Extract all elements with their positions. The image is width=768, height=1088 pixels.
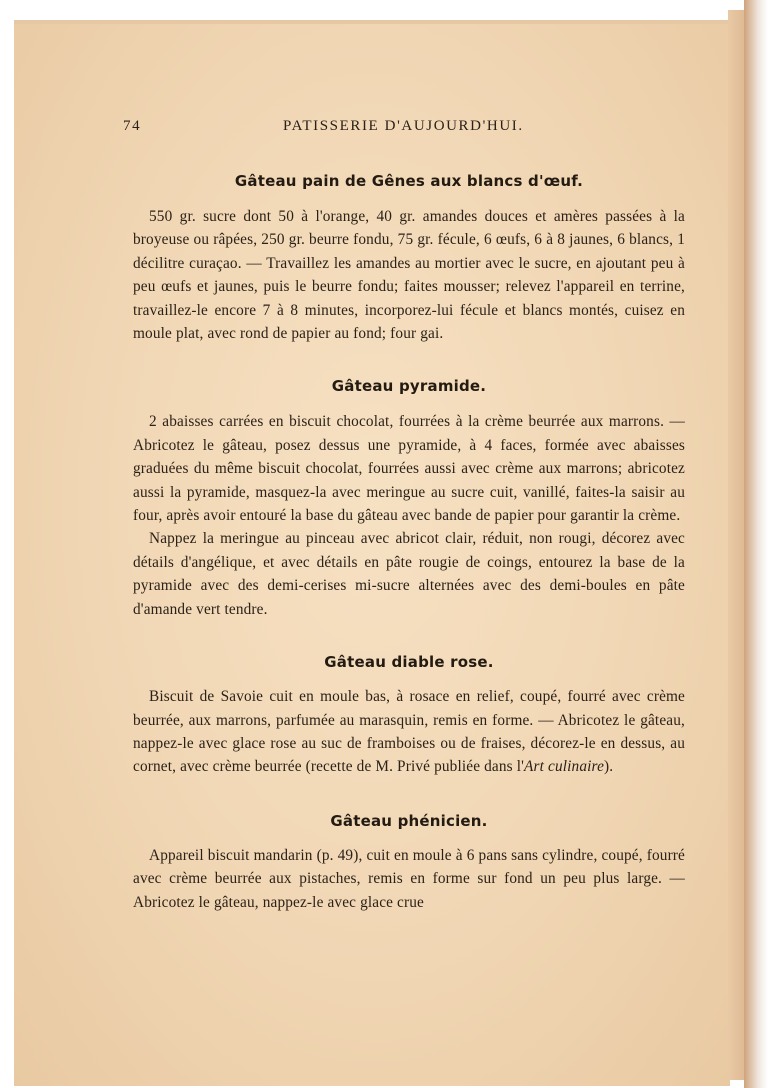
- page-header: [123, 112, 685, 142]
- page-number: 74: [123, 118, 142, 134]
- recipe-title-diable-rose: Gâteau diable rose.: [324, 653, 494, 672]
- recipe-paragraph: [133, 685, 685, 779]
- recipe-title-pyramide: Gâteau pyramide.: [331, 377, 487, 396]
- paragraph-lead: Biscuit de Savoie cuit en moule bas, à rosace en relief, coupé, fourré avec crème beurrée, aux marrons, parfumée au marasquin, remis en forme. — Abricotez le gâteau, nappez-le avec glace rose au suc de framboises ou de fraises, décorez-le en dessus, au cornet, avec crème beurrée (recette de M. Privé publiée dans l': [133, 688, 685, 776]
- recipe-title-pain-de-genes: Gâteau pain de Gênes aux blancs d'œuf.: [234, 172, 584, 190]
- recipe-paragraph: Appareil biscuit mandarin (p. 49), cuit en moule à 6 pans sans cylindre, coupé, fourré avec crème beurrée aux pistaches, remis en forme sur fond un peu plus large. — Abricotez le gâteau, nappez-le avec glace crue: [133, 846, 685, 911]
- running-head: PATISSERIE D'AUJOURD'HUI.: [283, 118, 524, 134]
- recipe-paragraph: 550 gr. sucre dont 50 à l'orange, 40 gr. amandes douces et amères passées à la broyeuse ou râpées, 250 gr. beurre fondu, 75 gr. fécule, 6 œufs, 6 à 8 jaunes, 6 blancs, 1 décilitre curaçao. — Travaillez les amandes au mortier avec le sucre, en ajoutant peu à peu œufs et jaunes, puis le beurre fondu; faites mousser; relevez l'appareil en terrine, travaillez-le encore 7 à 8 minutes, incorporez-lui fécule et blancs montés, cuisez en moule plat, avec rond de papier au fond; four gai.: [133, 208, 685, 343]
- publication-title: Art culinaire: [524, 758, 605, 776]
- page-content: [123, 112, 685, 914]
- recipe-title-phenicien: Gâteau phénicien.: [330, 811, 488, 830]
- paragraph-tail: ).: [604, 758, 614, 776]
- recipe-paragraph: 2 abaisses carrées en biscuit chocolat, fourrées à la crème beurrée aux marrons. — Abricotez le gâteau, posez dessus une pyramide, à 4 faces, formée avec abaisses graduées du même biscuit chocolat, fourrées aussi avec crème aux marrons; abricotez aussi la pyramide, masquez-la avec meringue au sucre cuit, vanillé, faites-la saisir au four, après avoir entouré la base du gâteau avec bande de papier pour garantir la crème.: [133, 413, 685, 525]
- binding-edge: [744, 0, 768, 1088]
- recipe-paragraph: Nappez la meringue au pinceau avec abricot clair, réduit, non rougi, décorez avec détails d'angélique, et avec détails en pâte rougie de coings, entourez la base de la pyramide avec des demi-cerises mi-sucre alternées avec des demi-boules en pâte d'amande vert tendre.: [133, 530, 685, 618]
